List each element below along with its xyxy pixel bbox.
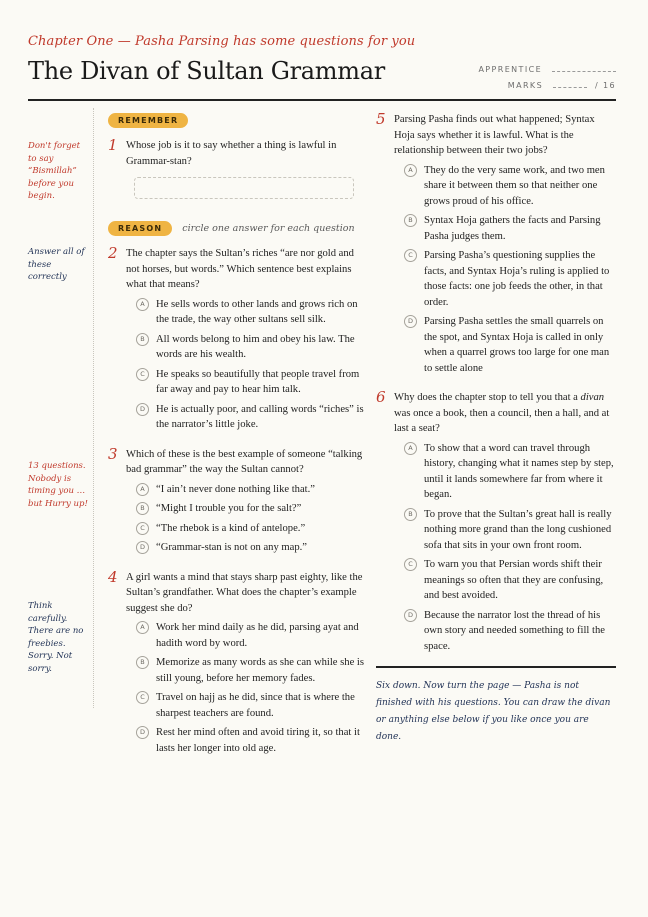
closing-rule [376,666,616,668]
option-4c[interactable] [136,690,366,721]
option-4a[interactable] [136,620,366,651]
margin-note-answer-all: Answer all of these correctly [28,247,85,282]
option-letter: D [136,403,149,416]
option-text: They do the very same work, and two men share it between them so that neither one grows proud of his office. [424,164,605,207]
question-text: A girl wants a mind that stays sharp past eighty, like the Sultan’s grandfather. What does the chapter’s example suggest she do? [126,571,363,614]
option-letter: A [404,442,417,455]
option-letter: C [136,691,149,704]
question-text-emphasis: divan [580,392,605,403]
question-number: 5 [376,110,386,128]
score-block [478,62,616,94]
question-text [394,390,616,437]
option-letter: B [404,214,417,227]
option-text: Work her mind daily as he did, parsing ayat and hadith word by word. [156,622,359,649]
option-5b[interactable] [404,213,616,244]
option-letter: C [404,249,417,262]
margin-note-bismillah: Don't forget to say “Bismillah” before you begin. [28,141,81,201]
option-3b[interactable] [136,501,366,517]
option-letter: B [404,508,417,521]
option-letter: C [136,368,149,381]
question-text: Whose job is it to say whether a thing is lawful in Grammar-stan? [126,140,337,167]
option-letter: A [404,164,417,177]
option-2b[interactable] [136,332,366,363]
question-text: The chapter says the Sultan’s riches “are nor gold and not horses, but words.” Which sentence best explains what that means? [126,248,354,290]
option-3c[interactable] [136,521,366,537]
apprentice-row [478,62,616,78]
option-text: “I ain’t never done nothing like that.” [156,483,315,495]
question-3 [108,444,366,478]
option-4b[interactable] [136,655,366,686]
question-number: 3 [108,444,118,463]
question-1 [108,138,366,169]
option-2c[interactable] [136,367,366,398]
option-5c[interactable] [404,248,616,310]
option-text: Travel on hajj as he did, since that is where the sharpest teachers are found. [156,692,355,719]
marks-total: / 16 [594,81,616,90]
option-text: Memorize as many words as she can while she is still young, before her memory fades. [156,657,364,684]
option-letter: C [404,558,417,571]
option-3a[interactable] [136,482,366,498]
option-text: “The rhebok is a kind of antelope.” [156,522,306,534]
question-text-end: was once a book, then a council, then a hall, and at last a seat? [394,407,610,434]
question-number: 6 [376,388,386,406]
reason-pill: REASON [108,221,172,236]
option-text: Syntax Hoja gathers the facts and Parsing Pasha judges them. [424,215,601,242]
option-text: All words belong to him and obey his law. The words are his wealth. [156,333,355,360]
option-4d[interactable] [136,725,366,756]
option-3d[interactable] [136,540,366,556]
option-text: “Grammar-stan is not on any map.” [156,542,307,553]
answer-box[interactable] [134,177,354,199]
margin-note-think: Think carefully. There are no freebies. Sorry. Not sorry. [28,601,84,674]
option-letter: D [404,315,417,328]
question-4 [108,567,366,617]
option-letter: B [136,656,149,669]
option-letter: A [136,298,149,311]
option-text: “Might I trouble you for the salt?” [156,503,302,514]
remember-pill: REMEMBER [108,113,188,128]
chapter-line: Chapter One — Pasha Parsing has some questions for you [28,34,416,49]
option-6d[interactable] [404,608,616,655]
option-text: Parsing Pasha’s questioning supplies the facts, and Syntax Hoja’s ruling is applied to those facts: one job feeds the other, in that order. [424,250,610,308]
question-number: 1 [108,136,118,154]
option-letter: D [136,726,149,739]
option-text: Rest her mind often and avoid tiring it, so that it lasts her longer into old age. [156,727,360,754]
margin-gutter [93,108,94,708]
option-letter: C [136,522,149,535]
option-text: Because the narrator lost the thread of his own story and needed something to fill the space. [424,609,605,652]
option-text: To prove that the Sultan’s great hall is really nothing more grand than the long cushioned sofa that sits in your own front room. [424,508,612,551]
option-text: He is actually poor, and calling words “riches” is the narrator’s little joke. [156,403,364,430]
header-rule [28,99,616,101]
option-letter: B [136,502,149,515]
closing-note: Six down. Now turn the page — Pasha is not finished with his questions. You can draw the divan or anything else below if you like once you are done. [376,681,611,742]
right-column [376,112,616,746]
option-letter: D [404,609,417,622]
question-text-start: Why does the chapter stop to tell you that a [394,392,581,403]
apprentice-name-field[interactable] [552,64,616,72]
marks-label: MARKS [507,81,544,90]
option-text: Parsing Pasha settles the small quarrels on the spot, and Syntax Hoja is called in only when a quarrel grows too large for one man to settle alone [424,316,610,374]
page-title: The Divan of Sultan Grammar [28,57,385,85]
question-2 [108,246,366,293]
option-text: To show that a word can travel through history, changing what it names step by step, until it lands somewhere far from where it began. [424,442,614,500]
option-6b[interactable] [404,507,616,554]
question-number: 2 [108,244,118,262]
marks-field[interactable] [553,80,587,88]
question-text: Which of these is the best example of someone “talking bad grammar” the way the Sultan cannot? [126,448,363,475]
option-letter: A [136,621,149,634]
reason-header [108,221,366,236]
question-text: Parsing Pasha finds out what happened; Syntax Hoja says whether it is lawful. What is the relationship between their two jobs? [394,114,595,156]
question-6 [376,390,616,437]
option-letter: A [136,483,149,496]
option-text: He speaks so beautifully that people travel from far away and pay to hear him talk. [156,368,360,395]
question-5 [376,112,616,159]
question-number: 4 [108,567,118,586]
left-column [108,110,366,756]
option-6c[interactable] [404,557,616,604]
option-5a[interactable] [404,163,616,210]
option-6a[interactable] [404,441,616,503]
option-5d[interactable] [404,314,616,376]
reason-instruction: circle one answer for each question [182,223,355,234]
option-2a[interactable] [136,297,366,328]
margin-note-hurry: 13 questions. Nobody is timing you … but Hurry up! [28,461,88,509]
option-text: He sells words to other lands and grows rich on the trade, the way other sultans sell silk. [156,298,358,325]
option-2d[interactable] [136,402,366,433]
option-text: To warn you that Persian words shift their meanings so often that they are confusing, and best avoided. [424,559,604,601]
option-letter: B [136,333,149,346]
marks-row [478,78,616,94]
apprentice-label: APPRENTICE [478,65,543,74]
option-letter: D [136,541,149,554]
